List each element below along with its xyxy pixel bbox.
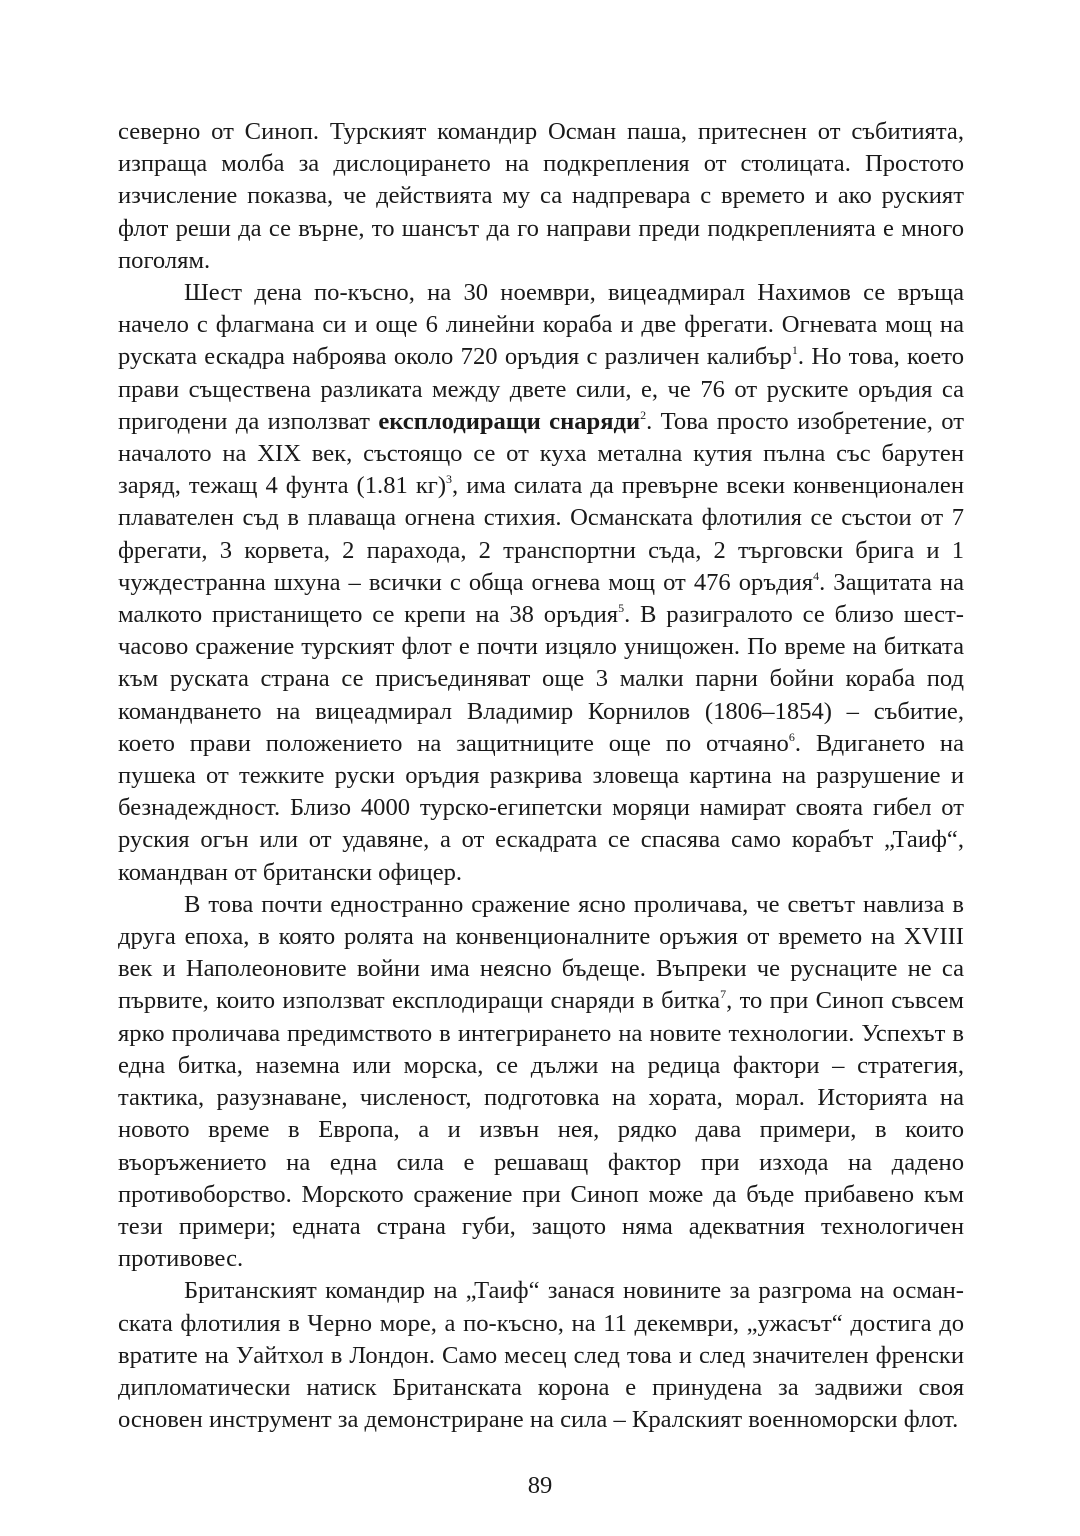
footnote-marker: 7	[720, 987, 727, 1002]
footnote-marker: 6	[788, 729, 795, 744]
paragraph-2	[118, 277, 964, 889]
emphasized-term: експлодиращи снаряди	[378, 407, 641, 435]
text-run: . Вдигането на пушека от тежките руски оръдия разкрива зловеща картина на разрушение и безнадеждност. Близо 4000 турско-египетски моряци намират своята гибел от руския огън или от удавяне, а от ескадрата се спасява само корабът „Таиф“, командван от британски офицер.	[118, 729, 964, 886]
page-number: 89	[527, 1472, 553, 1499]
footnote-marker: 3	[446, 472, 453, 487]
footnote-marker: 2	[640, 407, 647, 422]
paragraph-4	[118, 1275, 964, 1436]
text-run: Британският командир на „Таиф“ занася новините за разгрома на османската флотилия в Черно море, а по-късно, на 11 декември, „ужасът“ достига до вратите на Уайтхол в Лондон. Само месец след това и след значителен френски дипломатически натиск Британската корона е принудена за задвижи своя основен инструмент за демонстриране на сила – Кралският военноморски флот.	[118, 1277, 964, 1434]
text-run: Шест дена по-късно, на 30 ноември, вицеадмирал Нахимов се връща начело с флагмана си и още 6 линейни кораба и две фрегати. Огневата мощ на руската ескадра наброява около 720 оръдия с различен калибър	[118, 279, 964, 371]
text-run: В това почти едностранно сражение ясно проличава, че светът навлиза в друга епоха, в която ролята на конвенционалните оръжия от времето на XVIII век и Наполеоновите войни има неясно бъдеще. Въпреки че руснаците не са първите, които използват експлодиращи снаряди в битка	[118, 890, 964, 1015]
footnote-marker: 1	[791, 343, 798, 358]
text-run: . В разигралото се близо шестчасово сражение турският флот е почти изцяло унищожен. По време на битката към руската страна се присъединяват още 3 малки парни бойни кораба под командването на вицеадмирал Владимир Корнилов (1806–1854) – събитие, което прави положението на защитниците още по отчаяно	[118, 601, 964, 757]
text-run: . Това просто изобретение, от началото на XIX век, състоящо се от куха метална кутия пълна със барутен заряд, тежащ 4 фунта (1.81 кг)	[118, 407, 965, 500]
page-body	[118, 116, 964, 1436]
footnote-marker: 5	[618, 600, 625, 615]
text-run: северно от Синоп. Турският командир Осман паша, притеснен от събитията, изпраща молба за дислоцирането на подкрепления от столицата. Простото изчисление показва, че действията му са надпревара с времето и ако руският флот реши да се върне, то шансът да го направи преди подкрепленията е много поголям.	[118, 118, 964, 274]
paragraph-1	[118, 116, 964, 277]
text-run: . Защитата на малкото пристанището се крепи на 38 оръдия	[118, 568, 964, 629]
footnote-marker: 4	[813, 568, 820, 583]
paragraph-3	[118, 889, 964, 1275]
text-run: . Но това, което прави съществена разликата между двете сили, е, че 76 от руските оръдия са пригодени да използват	[118, 343, 964, 435]
text-run: , има силата да превърне всеки конвенционален плавателен съд в плаваща огнена стихия. Османската флотилия се състои от 7 фрегати, 3 корвета, 2 парахода, 2 транспортни съда, 2 търговски брига и 1 чуждестранна шхуна – всички с обща огнева мощ от 476 оръдия	[118, 472, 964, 596]
text-run: , то при Синоп съвсем ярко проличава предимството в интегрирането на новите технологии. Успехът в една битка, наземна или морска, се дължи на редица фактори – стратегия, тактика, разузнаване, численост, подготовка на хората, морал. Историята на новото време в Европа, а и извън нея, рядко дава примери, в които въоръжението на една сила е решаващ фактор при изхода на дадено противоборство. Морското сражение при Синоп може да бъде прибавено към тези примери; едната страна губи, защото няма адекватния технологичен противовес.	[118, 987, 964, 1273]
